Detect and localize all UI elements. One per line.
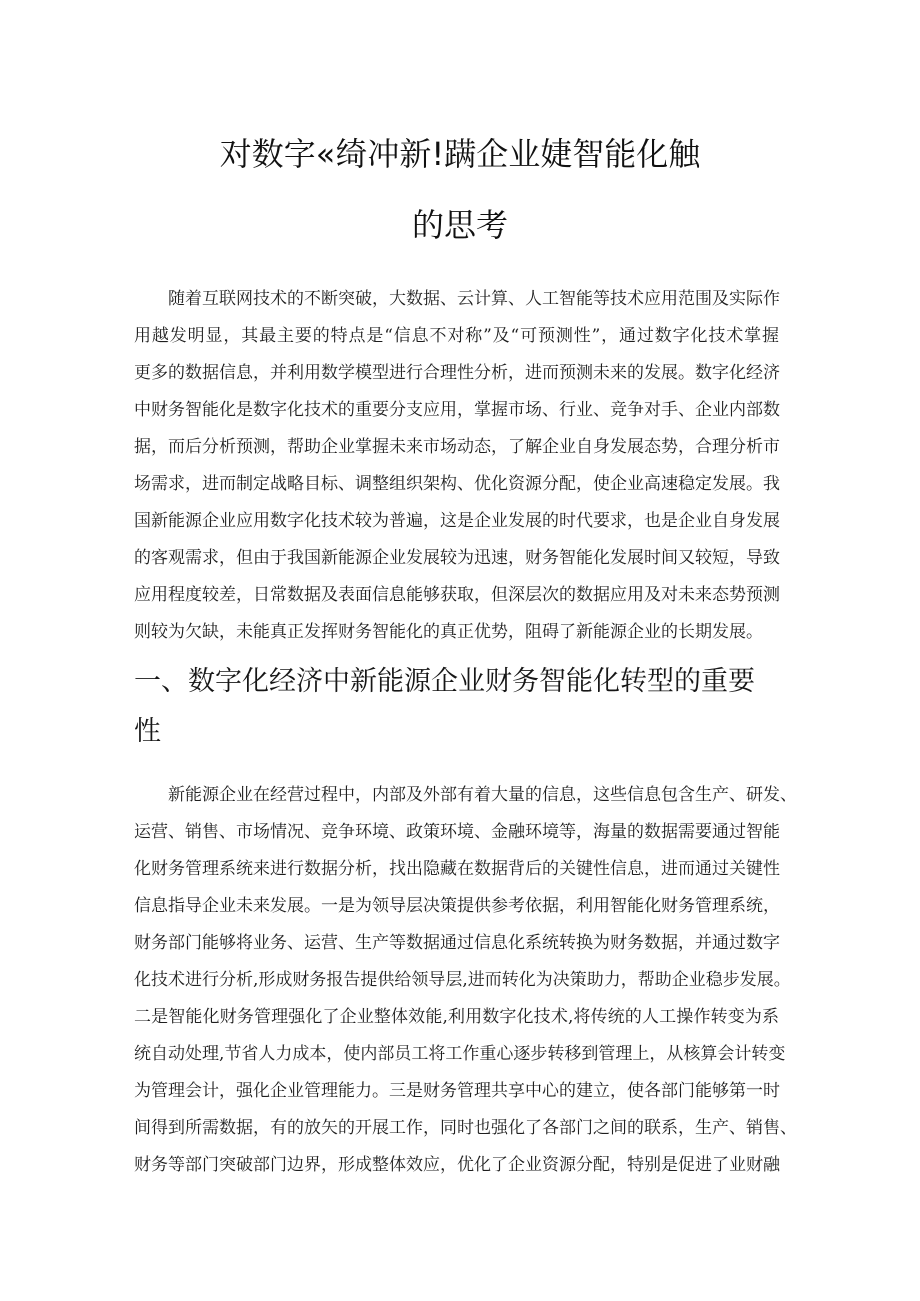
paragraph-line: 的客观需求，但由于我国新能源企业发展较为迅速，财务智能化发展时间又较短，导致 (134, 548, 780, 568)
paragraph-line: 为管理会计，强化企业管理能力。三是财务管理共享中心的建立，使各部门能够第一时 (134, 1081, 780, 1101)
paragraph-line: 中财务智能化是数字化技术的重要分支应用，掌握市场、行业、竞争对手、企业内部数 (134, 400, 780, 420)
paragraph-line: 统自动处理,节省人力成本，使内部员工将工作重心逐步转移到管理上，从核算会计转变 (134, 1044, 786, 1064)
document-title (0, 119, 920, 261)
paragraph-line: 信息指导企业未来发展。一是为领导层决策提供参考依据，利用智能化财务管理系统， (134, 896, 780, 916)
paragraph-line: 财务部门能够将业务、运营、生产等数据通过信息化系统转换为财务数据，并通过数字 (134, 933, 780, 953)
paragraph-line: 国新能源企业应用数字化技术较为普遍，这是企业发展的时代要求，也是企业自身发展 (134, 511, 780, 531)
paragraph-line: 则较为欠缺，未能真正发挥财务智能化的真正优势，阻碍了新能源企业的长期发展。 (134, 622, 763, 642)
paragraph-line: 新能源企业在经营过程中，内部及外部有着大量的信息，这些信息包含生产、研发、 (168, 785, 797, 805)
paragraph-line: 更多的数据信息，并利用数学模型进行合理性分析，进而预测未来的发展。数字化经济 (134, 363, 780, 383)
heading-line: 一、数字化经济中新能源企业财务智能化转型的重要 (134, 666, 755, 697)
paragraph-line: 场需求，进而制定战略目标、调整组织架构、优化资源分配，使企业高速稳定发展。我 (134, 474, 780, 494)
intro-paragraph (134, 281, 779, 651)
paragraph-line: 二是智能化财务管理强化了企业整体效能,利用数字化技术,将传统的人工操作转变为系 (134, 1007, 779, 1027)
paragraph-line: 财务等部门突破部门边界，形成整体效应，优化了企业资源分配，特别是促进了业财融 (134, 1155, 780, 1175)
section-heading (134, 657, 794, 757)
heading-line: 性 (134, 716, 161, 747)
body-paragraph (134, 777, 797, 1184)
paragraph-line: 随着互联网技术的不断突破，大数据、云计算、人工智能等技术应用范围及实际作 (168, 289, 780, 309)
title-line: 的思考 (411, 206, 508, 244)
paragraph-line: 间得到所需数据，有的放矢的开展工作，同时也强化了各部门之间的联系，生产、销售、 (134, 1118, 797, 1138)
paragraph-line: 化财务管理系统来进行数据分析，找出隐藏在数据背后的关键性信息，进而通过关键性 (134, 859, 780, 879)
paragraph-line: 化技术进行分析,形成财务报告提供给领导层,进而转化为决策助力，帮助企业稳步发展。 (134, 970, 791, 990)
title-line: 对数字«绮冲新!蹒企业婕智能化触 (219, 135, 701, 173)
paragraph-line: 用越发明显，其最主要的特点是“信息不对称”及“可预测性”，通过数字化技术掌握 (134, 326, 779, 346)
paragraph-line: 应用程度较差，日常数据及表面信息能够获取，但深层次的数据应用及对未来态势预测 (134, 585, 780, 605)
paragraph-line: 运营、销售、市场情况、竞争环境、政策环境、金融环境等，海量的数据需要通过智能 (134, 822, 780, 842)
paragraph-line: 据，而后分析预测，帮助企业掌握未来市场动态，了解企业自身发展态势，合理分析市 (134, 437, 780, 457)
